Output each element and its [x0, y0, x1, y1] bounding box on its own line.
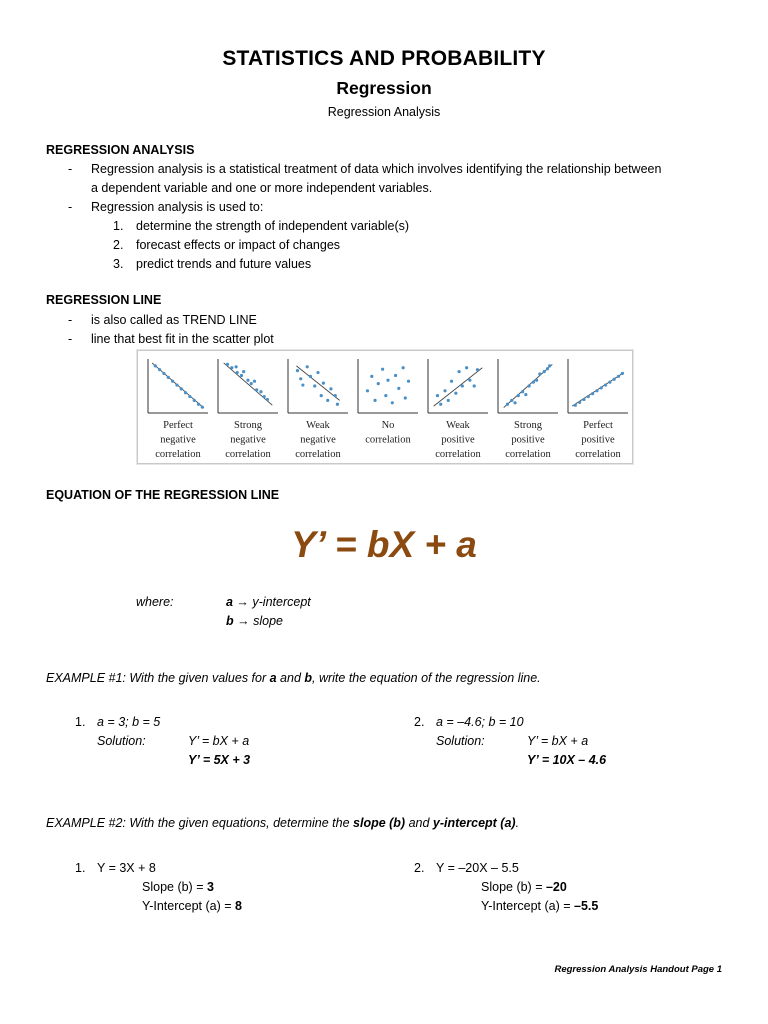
scatter-point — [180, 387, 183, 390]
correlation-caption: correlation — [225, 449, 271, 460]
scatter-point — [373, 399, 376, 402]
correlation-caption: Perfect — [163, 420, 193, 431]
scatter-point — [236, 371, 239, 374]
scatter-point — [473, 384, 476, 387]
example1-given: a = 3; b = 5 — [97, 715, 161, 729]
correlation-caption: positive — [511, 434, 545, 446]
slope-value: –20 — [545, 880, 567, 894]
a-symbol: a — [226, 595, 233, 609]
scatter-point — [402, 366, 405, 369]
example2-intercept — [481, 899, 598, 914]
b-symbol: b — [226, 614, 234, 628]
scatter-point — [201, 406, 204, 409]
page-footer: Regression Analysis Handout Page 1 — [554, 964, 722, 975]
bullet-text: is also called as TREND LINE — [91, 313, 257, 327]
example2-intro-text: EXAMPLE #2: With the given equations, determine the — [46, 816, 354, 830]
bullet-text-continued: a dependent variable and one or more independent variables. — [91, 181, 433, 195]
scatter-point — [377, 382, 380, 385]
correlation-caption: Weak — [306, 420, 330, 431]
example1-intro-a: a — [269, 671, 277, 685]
scatter-point — [574, 404, 577, 407]
scatter-point — [543, 370, 546, 373]
scatter-point — [326, 399, 329, 402]
scatter-point — [394, 374, 397, 377]
scatter-point — [230, 366, 233, 369]
scatter-point — [320, 394, 323, 397]
scatter-point — [604, 383, 607, 386]
scatter-point — [457, 370, 460, 373]
scatter-point — [167, 376, 170, 379]
scatter-point — [510, 399, 513, 402]
slope-value: 3 — [206, 880, 214, 894]
scatter-point — [175, 383, 178, 386]
scatter-point — [240, 374, 243, 377]
scatter-point — [366, 389, 369, 392]
regression-equation: Y’ = bX + a — [291, 524, 477, 565]
example1-item-number: 2. — [414, 715, 425, 729]
scatter-point — [158, 368, 161, 371]
scatter-point — [450, 380, 453, 383]
bullet-text: Regression analysis is used to: — [91, 200, 264, 214]
scatter-point — [546, 367, 549, 370]
scatter-point — [404, 396, 407, 399]
b-definition — [226, 614, 283, 629]
example1-answer: Y’ = 5X + 3 — [188, 753, 251, 767]
scatter-point — [582, 398, 585, 401]
scatter-point — [384, 394, 387, 397]
scatter-point — [301, 383, 304, 386]
b-description: → slope — [233, 614, 283, 628]
scatter-point — [299, 377, 302, 380]
scatter-point — [600, 386, 603, 389]
example2-intro — [46, 816, 519, 831]
scatter-point — [476, 368, 479, 371]
example2-intro-intercept: y-intercept (a) — [432, 816, 516, 830]
scatter-point — [532, 381, 535, 384]
correlation-caption: negative — [160, 434, 196, 446]
scatter-point — [334, 394, 337, 397]
scatter-point — [197, 403, 200, 406]
correlation-caption: Perfect — [583, 420, 613, 431]
scatter-point — [407, 380, 410, 383]
scatter-point — [235, 365, 238, 368]
scatter-point — [595, 389, 598, 392]
scatter-point — [461, 384, 464, 387]
scatter-point — [535, 379, 538, 382]
example2-slope — [142, 880, 214, 895]
trend-line — [224, 363, 273, 405]
scatter-point — [171, 380, 174, 383]
scatter-point — [193, 399, 196, 402]
scatter-point — [322, 382, 325, 385]
correlation-caption: Strong — [233, 420, 263, 431]
example2-item-number: 2. — [414, 861, 425, 875]
correlation-caption: correlation — [435, 449, 481, 460]
example1-solution-label: Solution: — [436, 734, 485, 748]
scatter-point — [263, 395, 266, 398]
example1-given: a = –4.6; b = 10 — [436, 715, 524, 729]
page-title: STATISTICS AND PROBABILITY — [222, 47, 546, 70]
correlation-caption: No — [381, 420, 395, 431]
list-item-number: 2. — [113, 238, 124, 252]
scatter-point — [587, 395, 590, 398]
list-item-number: 1. — [113, 219, 124, 233]
correlation-types-figure — [137, 350, 633, 464]
correlation-caption: positive — [441, 434, 475, 446]
scatter-point — [309, 375, 312, 378]
correlation-caption: positive — [581, 434, 615, 446]
example2-intro-text: and — [405, 816, 433, 830]
intercept-label: Y-Intercept (a) = — [142, 899, 235, 913]
scatter-point — [336, 403, 339, 406]
scatter-point — [386, 379, 389, 382]
scatter-point — [226, 363, 229, 366]
scatter-point — [506, 403, 509, 406]
example1-general-equation: Y’ = bX + a — [188, 734, 250, 748]
scatter-point — [465, 366, 468, 369]
scatter-point — [391, 401, 394, 404]
scatter-point — [253, 380, 256, 383]
scatter-point — [524, 393, 527, 396]
bullet-dash: - — [68, 162, 73, 176]
scatter-point — [246, 379, 249, 382]
example2-equation: Y = 3X + 8 — [97, 861, 156, 875]
correlation-caption: correlation — [575, 449, 621, 460]
intercept-value: –5.5 — [574, 899, 599, 913]
example1-solution-label: Solution: — [97, 734, 146, 748]
scatter-point — [329, 387, 332, 390]
correlation-caption: Weak — [446, 420, 470, 431]
scatter-point — [154, 364, 157, 367]
example1-intro-b: b — [304, 671, 313, 685]
scatter-point — [316, 371, 319, 374]
correlation-caption: correlation — [505, 449, 551, 460]
example2-slope — [481, 880, 567, 895]
scatter-point — [370, 375, 373, 378]
scatter-point — [613, 378, 616, 381]
correlation-caption: correlation — [155, 449, 201, 460]
example1-item-number: 1. — [75, 715, 86, 729]
bullet-dash: - — [68, 313, 73, 327]
intercept-value: 8 — [235, 899, 242, 913]
correlation-caption: Strong — [513, 420, 543, 431]
example2-item-number: 1. — [75, 861, 86, 875]
scatter-point — [184, 391, 187, 394]
bullet-text: line that best fit in the scatter plot — [91, 332, 274, 346]
scatter-point — [468, 379, 471, 382]
a-description: → y-intercept — [232, 595, 311, 609]
scatter-point — [443, 389, 446, 392]
page-subtitle: Regression — [336, 78, 432, 98]
example1-general-equation: Y’ = bX + a — [527, 734, 589, 748]
slope-label: Slope (b) = — [142, 880, 207, 894]
correlation-caption: correlation — [365, 434, 411, 446]
section-heading-regression-analysis: REGRESSION ANALYSIS — [46, 143, 195, 157]
scatter-point — [250, 382, 253, 385]
bullet-dash: - — [68, 332, 73, 346]
a-definition — [226, 595, 311, 610]
scatter-point — [578, 401, 581, 404]
scatter-point — [608, 381, 611, 384]
example2-equation: Y = –20X – 5.5 — [436, 861, 519, 875]
scatter-point — [517, 394, 520, 397]
list-item: forecast effects or impact of changes — [136, 238, 341, 252]
scatter-point — [436, 394, 439, 397]
section-heading-equation: EQUATION OF THE REGRESSION LINE — [46, 488, 280, 502]
list-item-number: 3. — [113, 257, 124, 271]
example1-intro-text: , write the equation of the regression line. — [312, 671, 541, 685]
example2-intercept — [142, 899, 242, 914]
scatter-point — [255, 388, 258, 391]
intercept-label: Y-Intercept (a) = — [481, 899, 574, 913]
scatter-point — [397, 387, 400, 390]
scatter-point — [621, 372, 624, 375]
scatter-point — [591, 392, 594, 395]
scatter-point — [188, 395, 191, 398]
correlation-caption: correlation — [295, 449, 341, 460]
scatter-point — [381, 368, 384, 371]
scatter-point — [454, 392, 457, 395]
scatter-point — [259, 390, 262, 393]
scatter-point — [242, 370, 245, 373]
scatter-point — [548, 364, 551, 367]
page-topic: Regression Analysis — [327, 105, 441, 119]
scatter-point — [617, 375, 620, 378]
example1-intro-text: and — [276, 671, 305, 685]
scatter-point — [306, 365, 309, 368]
example1-answer: Y’ = 10X – 4.6 — [527, 753, 607, 767]
section-heading-regression-line: REGRESSION LINE — [46, 293, 162, 307]
scatter-point — [538, 372, 541, 375]
scatter-point — [527, 384, 530, 387]
where-label: where: — [136, 595, 174, 609]
correlation-caption: negative — [230, 434, 266, 446]
scatter-point — [447, 399, 450, 402]
scatter-point — [296, 369, 299, 372]
scatter-point — [513, 401, 516, 404]
slope-label: Slope (b) = — [481, 880, 546, 894]
list-item: determine the strength of independent variable(s) — [136, 219, 410, 233]
bullet-text: Regression analysis is a statistical treatment of data which involves identifying the relationship between — [91, 162, 662, 176]
scatter-point — [521, 390, 524, 393]
example2-intro-slope: slope (b) — [353, 816, 406, 830]
scatter-point — [439, 403, 442, 406]
scatter-point — [266, 398, 269, 401]
scatter-point — [162, 372, 165, 375]
list-item: predict trends and future values — [136, 257, 312, 271]
example1-intro — [46, 671, 541, 686]
example1-intro-text: EXAMPLE #1: With the given values for — [46, 671, 270, 685]
scatter-point — [313, 384, 316, 387]
correlation-caption: negative — [300, 434, 336, 446]
correlation-scatter-plots — [138, 351, 632, 463]
example2-intro-text: . — [515, 816, 520, 830]
bullet-dash: - — [68, 200, 73, 214]
